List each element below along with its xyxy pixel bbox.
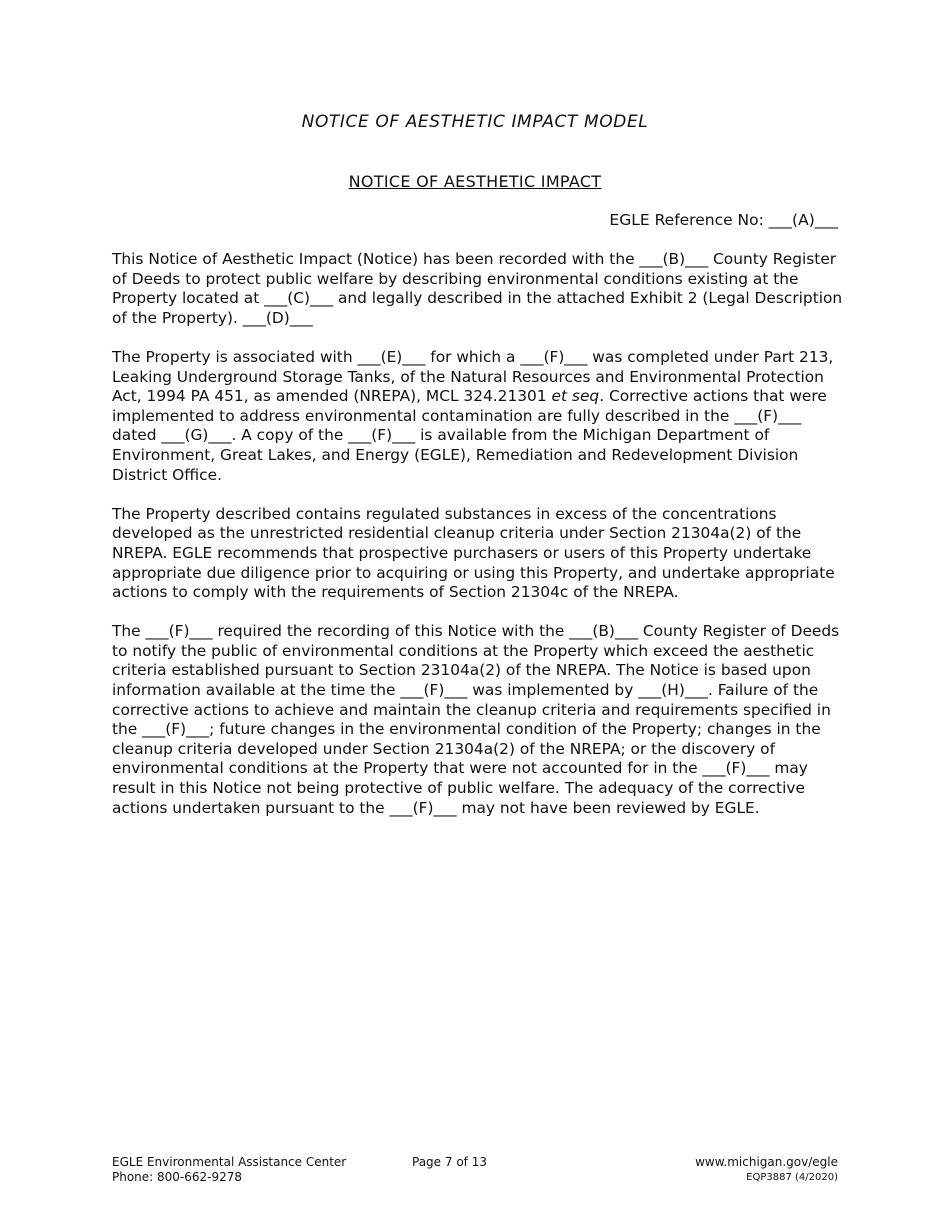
paragraph-property-association <box>112 348 847 485</box>
paragraph-text-after: . Corrective actions that were implemented to address environmental contamination are fully described in the ___(F)___ dated ___(G)___. A copy of the ___(F)___ is available from the Michigan Department of Environment, Great Lakes, and Energy (EGLE), Remediation and Redevelopment Division District Office. <box>112 387 827 484</box>
paragraph-text-before: The Property is associated with ___(E)___ for which a ___(F)___ was completed under Part 213, Leaking Underground Storage Tanks, of the Natural Resources and Environmental Protection Act, 1994 PA 451, as amended (NREPA), MCL 324.21301 <box>112 347 834 406</box>
footer-right-block <box>695 1155 838 1185</box>
reference-number-line: EGLE Reference No: ___(A)___ <box>609 211 838 229</box>
document-title: NOTICE OF AESTHETIC IMPACT MODEL <box>301 112 649 132</box>
paragraph-recording: This Notice of Aesthetic Impact (Notice) has been recorded with the ___(B)___ County Register of Deeds to protect public welfare by describing environmental conditions existing at the Property located at ___(C)___ and legally described in the attached Exhibit 2 (Legal Description of the Property). ___(D)___ <box>112 250 843 327</box>
footer-contact <box>112 1155 346 1185</box>
notice-heading: NOTICE OF AESTHETIC IMPACT <box>348 172 602 191</box>
footer-page-number: Page 7 of 13 <box>412 1155 487 1169</box>
notice-body <box>112 250 847 838</box>
paragraph-regulated-substances: The Property described contains regulated substances in excess of the concentrations developed as the unrestricted residential cleanup criteria under Section 21304a(2) of the NREPA. EGLE recommends that prospective purchasers or users of this Property undertake appropriate due diligence prior to acquiring or using this Property, and undertake appropriate actions to comply with the requirements of Section 21304c of the NREPA. <box>112 504 835 602</box>
footer-phone: Phone: 800-662-9278 <box>112 1170 243 1184</box>
footer-url[interactable]: www.michigan.gov/egle <box>695 1155 838 1169</box>
footer-form-code: EQP3887 (4/2020) <box>746 1172 838 1183</box>
paragraph-recording-requirement: The ___(F)___ required the recording of this Notice with the ___(B)___ County Register of Deeds to notify the public of environmental conditions at the Property which exceed the aesthetic criteria established pursuant to Section 23104a(2) of the NREPA. The Notice is based upon information available at the time the ___(F)___ was implemented by ___(H)___. Failure of the corrective actions to achieve and maintain the cleanup criteria and requirements specified in the ___(F)___; future changes in the environmental condition of the Property; changes in the cleanup criteria developed under Section 21304a(2) of the NREPA; or the discovery of environmental conditions at the Property that were not accounted for in the ___(F)___ may result in this Notice not being protective of public welfare. The adequacy of the corrective actions undertaken pursuant to the ___(F)___ may not have been reviewed by EGLE. <box>112 622 840 817</box>
footer-org: EGLE Environmental Assistance Center <box>112 1155 347 1169</box>
italic-et-seq: et seq <box>551 387 600 406</box>
page-footer <box>112 1155 838 1187</box>
